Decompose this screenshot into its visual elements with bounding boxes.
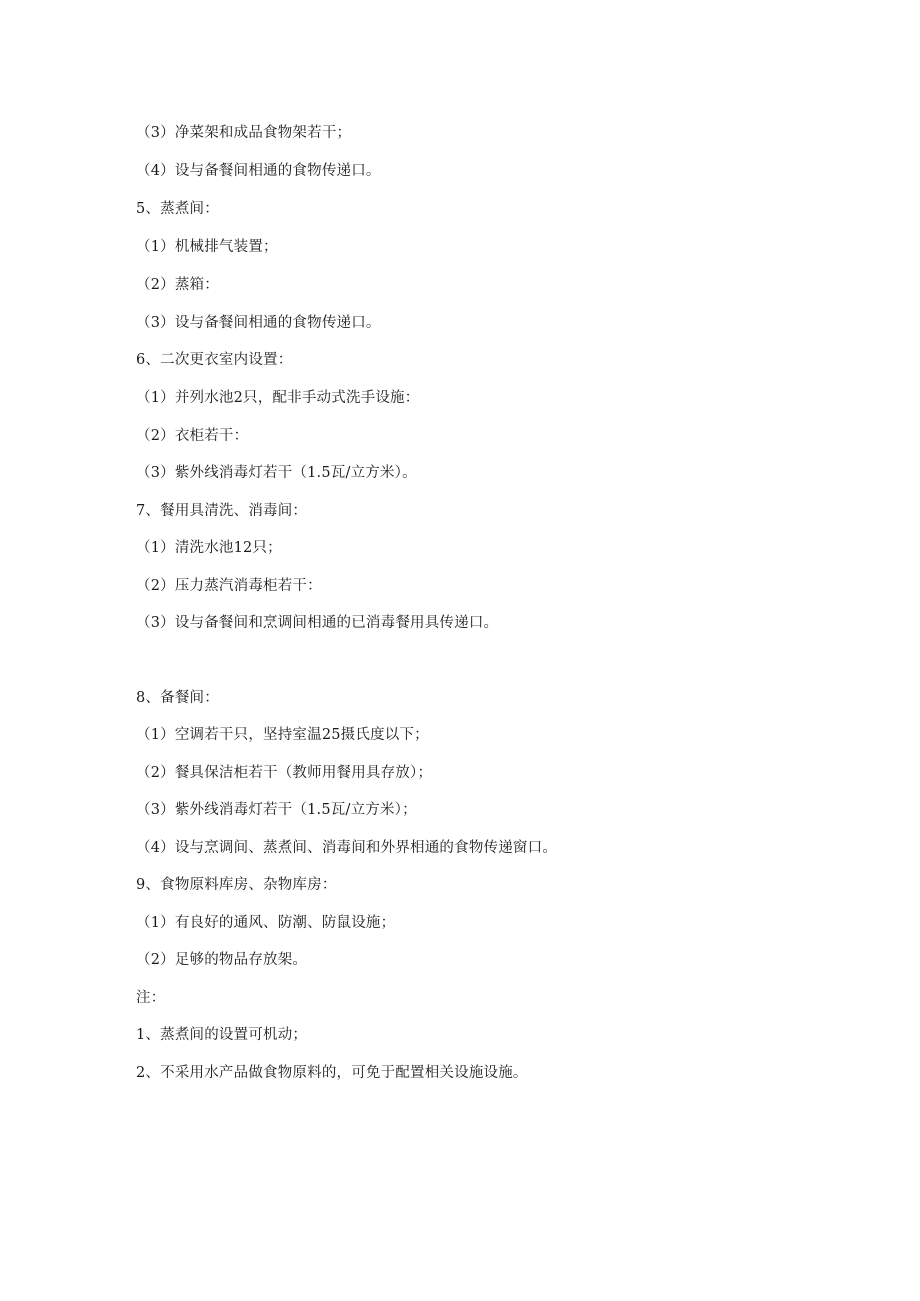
- section-heading: 5、蒸煮间：: [136, 201, 219, 217]
- text-line: （3）紫外线消毒灯若干（1.5瓦/立方米）。: [136, 465, 417, 481]
- section-heading: 6、二次更衣室内设置：: [136, 352, 293, 368]
- text-line: （2）餐具保洁柜若干（教师用餐用具存放）；: [136, 765, 433, 781]
- text-line: （3）净菜架和成品食物架若干；: [136, 125, 352, 141]
- text-line: （3）设与备餐间相通的食物传递口。: [136, 315, 381, 331]
- text-line: （3）设与备餐间和烹调间相通的已消毒餐用具传递口。: [136, 615, 499, 631]
- section-heading: 7、餐用具清洗、消毒间：: [136, 503, 308, 519]
- text-line: （1）清洗水池12只；: [136, 540, 282, 556]
- note-line: 2、不采用水产品做食物原料的，可免于配置相关设施设施。: [136, 1065, 528, 1081]
- text-line: （1）有良好的通风、防潮、防鼠设施；: [136, 915, 396, 931]
- text-line: （2）衣柜若干：: [136, 428, 249, 444]
- text-line: （1）机械排气装置；: [136, 239, 278, 255]
- section-heading: 8、备餐间：: [136, 690, 219, 706]
- text-line: （1）空调若干只，坚持室温25摄氏度以下；: [136, 727, 429, 743]
- text-line: （3）紫外线消毒灯若干（1.5瓦/立方米）；: [136, 802, 417, 818]
- note-line: 1、蒸煮间的设置可机动；: [136, 1027, 308, 1043]
- text-line: （1）并列水池2只，配非手动式洗手设施：: [136, 390, 420, 406]
- text-line: （2）蒸箱：: [136, 277, 219, 293]
- note-heading: 注：: [136, 990, 166, 1006]
- text-line: （2）足够的物品存放架。: [136, 952, 308, 968]
- section-heading: 9、食物原料库房、杂物库房：: [136, 877, 337, 893]
- text-line: （4）设与备餐间相通的食物传递口。: [136, 163, 381, 179]
- text-line: （2）压力蒸汽消毒柜若干：: [136, 578, 322, 594]
- text-line: （4）设与烹调间、蒸煮间、消毒间和外界相通的食物传递窗口。: [136, 840, 558, 856]
